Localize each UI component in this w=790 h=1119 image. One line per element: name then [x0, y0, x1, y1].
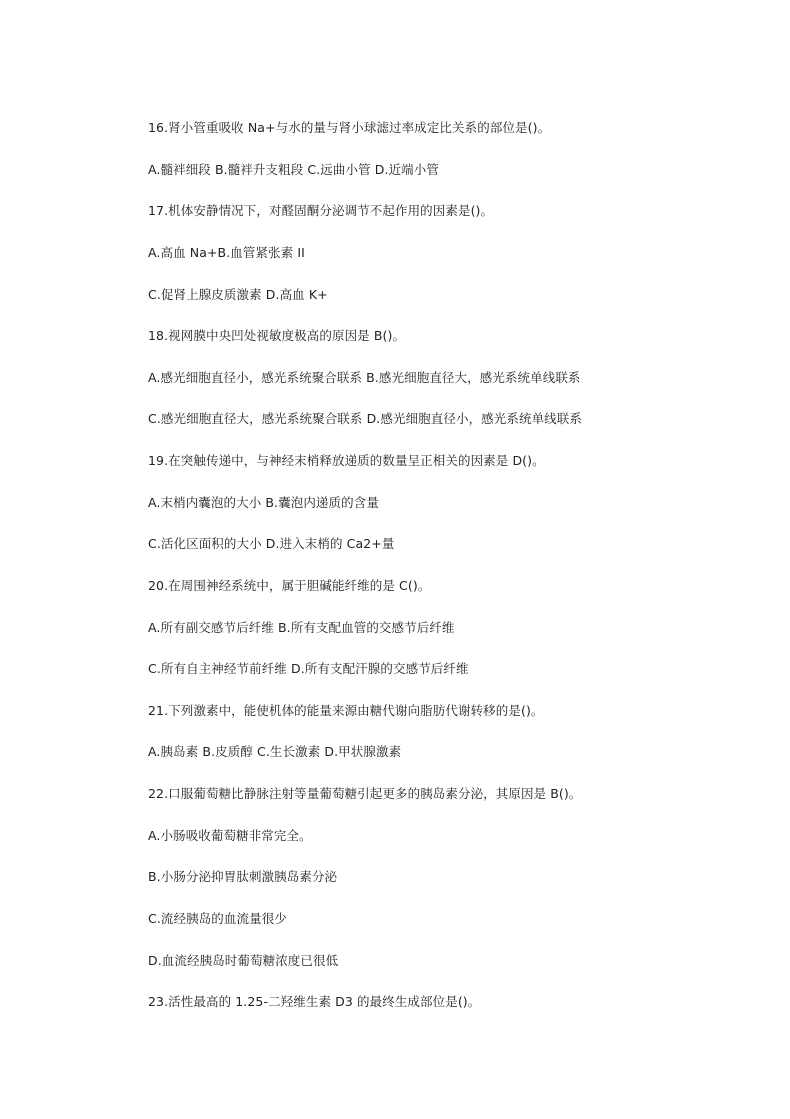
question-20-options-cd: C.所有自主神经节前纤维 D.所有支配汗腺的交感节后纤维 — [148, 661, 469, 676]
question-22-text: 22.口服葡萄糖比静脉注射等量葡萄糖引起更多的胰岛素分泌，其原因是 B()。 — [148, 786, 582, 801]
question-16-options: A.髓袢细段 B.髓袢升支粗段 C.远曲小管 D.近端小管 — [148, 162, 439, 177]
question-19-text: 19.在突触传递中，与神经末梢释放递质的数量呈正相关的因素是 D()。 — [148, 453, 545, 468]
question-20-text: 20.在周围神经系统中，属于胆碱能纤维的是 C()。 — [148, 578, 431, 593]
question-18-options-ab: A.感光细胞直径小，感光系统聚合联系 B.感光细胞直径大，感光系统单线联系 — [148, 370, 581, 385]
question-21-options: A.胰岛素 B.皮质醇 C.生长激素 D.甲状腺激素 — [148, 744, 402, 759]
question-17-text: 17.机体安静情况下，对醛固酮分泌调节不起作用的因素是()。 — [148, 203, 494, 218]
question-22-option-a: A.小肠吸收葡萄糖非常完全。 — [148, 828, 312, 843]
question-23-text: 23.活性最高的 1.25-二羟维生素 D3 的最终生成部位是()。 — [148, 994, 481, 1009]
question-21-text: 21.下列激素中，能使机体的能量来源由糖代谢向脂肪代谢转移的是()。 — [148, 703, 544, 718]
question-18-options-cd: C.感光细胞直径大，感光系统聚合联系 D.感光细胞直径小，感光系统单线联系 — [148, 411, 582, 426]
question-17-options-cd: C.促肾上腺皮质激素 D.高血 K+ — [148, 287, 328, 302]
question-22-option-b: B.小肠分泌抑胃肽刺激胰岛素分泌 — [148, 869, 338, 884]
question-22-option-d: D.血流经胰岛时葡萄糖浓度已很低 — [148, 953, 339, 968]
question-20-options-ab: A.所有副交感节后纤维 B.所有支配血管的交感节后纤维 — [148, 620, 455, 635]
question-22-option-c: C.流经胰岛的血流量很少 — [148, 911, 287, 926]
question-18-text: 18.视网膜中央凹处视敏度极高的原因是 B()。 — [148, 328, 406, 343]
question-19-options-cd: C.活化区面积的大小 D.进入末梢的 Ca2+量 — [148, 536, 395, 551]
question-17-options-ab: A.高血 Na+B.血管紧张素 II — [148, 245, 305, 260]
question-16-text: 16.肾小管重吸收 Na+与水的量与肾小球滤过率成定比关系的部位是()。 — [148, 120, 551, 135]
question-19-options-ab: A.末梢内囊泡的大小 B.囊泡内递质的含量 — [148, 495, 379, 510]
